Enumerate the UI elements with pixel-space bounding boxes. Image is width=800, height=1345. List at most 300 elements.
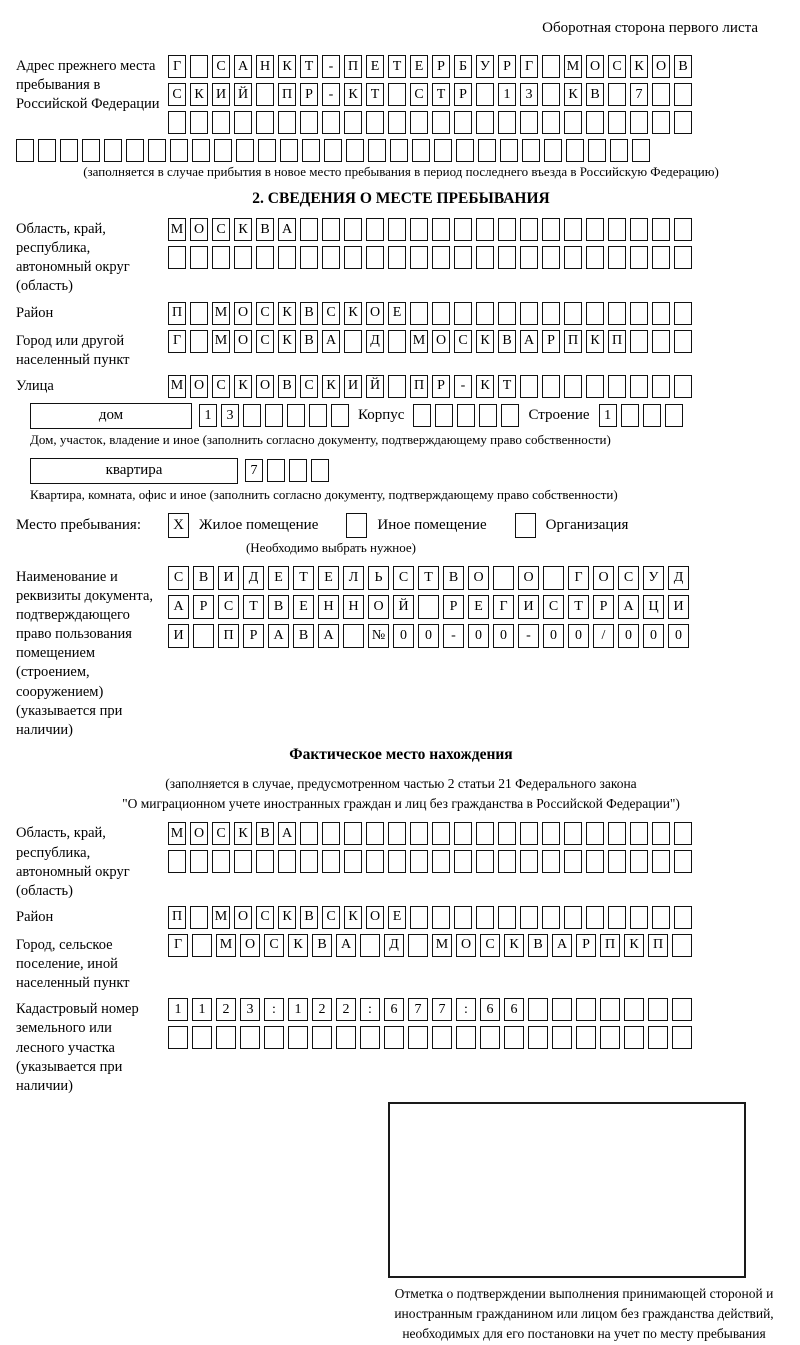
char-box[interactable] — [454, 822, 472, 845]
char-box[interactable]: Й — [393, 595, 414, 619]
char-box[interactable] — [480, 1026, 500, 1049]
char-box[interactable]: Р — [576, 934, 596, 957]
char-box[interactable]: Г — [493, 595, 514, 619]
char-box[interactable]: С — [618, 566, 639, 590]
char-box[interactable]: 6 — [480, 998, 500, 1021]
char-box[interactable]: 1 — [199, 404, 217, 427]
char-box[interactable]: : — [360, 998, 380, 1021]
char-box[interactable]: К — [322, 375, 340, 398]
char-box[interactable] — [280, 139, 298, 162]
char-box[interactable]: 0 — [618, 624, 639, 648]
char-box[interactable]: К — [476, 375, 494, 398]
char-box[interactable] — [322, 218, 340, 241]
char-box[interactable] — [674, 822, 692, 845]
char-box[interactable] — [148, 139, 166, 162]
char-box[interactable]: П — [344, 55, 362, 78]
char-box[interactable]: С — [410, 83, 428, 106]
char-box[interactable]: О — [593, 566, 614, 590]
char-box[interactable] — [674, 83, 692, 106]
char-box[interactable] — [410, 218, 428, 241]
char-box[interactable]: 1 — [192, 998, 212, 1021]
char-box[interactable]: В — [443, 566, 464, 590]
char-box[interactable] — [278, 111, 296, 134]
char-box[interactable]: А — [268, 624, 289, 648]
char-box[interactable]: П — [600, 934, 620, 957]
char-box[interactable]: Г — [168, 934, 188, 957]
char-box[interactable] — [360, 934, 380, 957]
char-box[interactable] — [476, 83, 494, 106]
char-box[interactable] — [586, 822, 604, 845]
char-box[interactable] — [256, 83, 274, 106]
char-box[interactable] — [212, 850, 230, 873]
char-box[interactable] — [542, 111, 560, 134]
char-box[interactable]: А — [322, 330, 340, 353]
char-box[interactable] — [312, 1026, 332, 1049]
char-box[interactable] — [243, 404, 261, 427]
char-box[interactable] — [630, 906, 648, 929]
char-box[interactable]: В — [300, 330, 318, 353]
char-box[interactable]: Т — [366, 83, 384, 106]
char-box[interactable] — [322, 111, 340, 134]
char-box[interactable]: А — [168, 595, 189, 619]
char-box[interactable] — [564, 850, 582, 873]
char-box[interactable] — [234, 111, 252, 134]
char-box[interactable] — [498, 218, 516, 241]
char-box[interactable] — [672, 998, 692, 1021]
char-box[interactable]: 2 — [336, 998, 356, 1021]
char-box[interactable] — [454, 906, 472, 929]
char-box[interactable]: М — [564, 55, 582, 78]
char-box[interactable] — [454, 850, 472, 873]
char-box[interactable] — [216, 1026, 236, 1049]
char-box[interactable] — [366, 850, 384, 873]
char-box[interactable] — [652, 850, 670, 873]
char-box[interactable]: Е — [268, 566, 289, 590]
char-box[interactable] — [586, 246, 604, 269]
char-box[interactable] — [432, 850, 450, 873]
char-box[interactable] — [520, 246, 538, 269]
char-box[interactable] — [576, 1026, 596, 1049]
char-box[interactable] — [454, 111, 472, 134]
char-box[interactable] — [435, 404, 453, 427]
char-box[interactable] — [520, 111, 538, 134]
char-box[interactable]: А — [278, 218, 296, 241]
char-box[interactable] — [608, 822, 626, 845]
char-box[interactable]: Т — [293, 566, 314, 590]
char-box[interactable] — [586, 302, 604, 325]
char-box[interactable] — [479, 404, 497, 427]
char-box[interactable]: : — [456, 998, 476, 1021]
char-box[interactable]: С — [454, 330, 472, 353]
checkbox-organization[interactable] — [515, 513, 536, 538]
char-box[interactable] — [498, 822, 516, 845]
char-box[interactable] — [193, 624, 214, 648]
char-box[interactable]: В — [293, 624, 314, 648]
char-box[interactable]: В — [312, 934, 332, 957]
char-box[interactable] — [190, 246, 208, 269]
char-box[interactable] — [576, 998, 596, 1021]
char-box[interactable]: К — [278, 302, 296, 325]
char-box[interactable] — [302, 139, 320, 162]
char-box[interactable] — [600, 1026, 620, 1049]
char-box[interactable] — [624, 1026, 644, 1049]
char-box[interactable] — [476, 850, 494, 873]
char-box[interactable]: С — [393, 566, 414, 590]
char-box[interactable]: - — [454, 375, 472, 398]
char-box[interactable] — [564, 906, 582, 929]
char-box[interactable] — [542, 218, 560, 241]
char-box[interactable] — [366, 246, 384, 269]
char-box[interactable]: Р — [443, 595, 464, 619]
char-box[interactable] — [520, 218, 538, 241]
char-box[interactable] — [498, 111, 516, 134]
char-box[interactable]: 0 — [543, 624, 564, 648]
char-box[interactable] — [434, 139, 452, 162]
char-box[interactable]: О — [190, 822, 208, 845]
char-box[interactable] — [234, 246, 252, 269]
char-box[interactable] — [432, 218, 450, 241]
char-box[interactable]: К — [564, 83, 582, 106]
char-box[interactable]: 1 — [498, 83, 516, 106]
char-box[interactable]: Д — [384, 934, 404, 957]
char-box[interactable] — [520, 822, 538, 845]
char-box[interactable]: 1 — [168, 998, 188, 1021]
char-box[interactable]: С — [300, 375, 318, 398]
checkbox-other-premises[interactable] — [346, 513, 367, 538]
char-box[interactable] — [456, 139, 474, 162]
char-box[interactable] — [600, 998, 620, 1021]
char-box[interactable]: 0 — [568, 624, 589, 648]
char-box[interactable]: К — [234, 822, 252, 845]
char-box[interactable]: Р — [498, 55, 516, 78]
char-box[interactable]: С — [212, 375, 230, 398]
char-box[interactable] — [542, 55, 560, 78]
char-box[interactable]: С — [608, 55, 626, 78]
char-box[interactable]: П — [410, 375, 428, 398]
char-box[interactable]: Ь — [368, 566, 389, 590]
char-box[interactable] — [410, 302, 428, 325]
char-box[interactable] — [586, 218, 604, 241]
char-box[interactable] — [324, 139, 342, 162]
char-box[interactable] — [608, 218, 626, 241]
char-box[interactable] — [190, 55, 208, 78]
char-box[interactable]: Р — [432, 375, 450, 398]
char-box[interactable] — [300, 111, 318, 134]
char-box[interactable]: Г — [520, 55, 538, 78]
char-box[interactable] — [520, 375, 538, 398]
char-box[interactable]: В — [498, 330, 516, 353]
char-box[interactable] — [630, 822, 648, 845]
char-box[interactable] — [390, 139, 408, 162]
char-box[interactable]: А — [336, 934, 356, 957]
char-box[interactable] — [544, 139, 562, 162]
char-box[interactable]: Р — [243, 624, 264, 648]
char-box[interactable]: Т — [498, 375, 516, 398]
char-box[interactable]: И — [668, 595, 689, 619]
char-box[interactable] — [192, 934, 212, 957]
char-box[interactable]: О — [190, 375, 208, 398]
char-box[interactable]: 0 — [643, 624, 664, 648]
char-box[interactable] — [388, 330, 406, 353]
char-box[interactable]: М — [410, 330, 428, 353]
char-box[interactable]: Н — [318, 595, 339, 619]
char-box[interactable]: 7 — [432, 998, 452, 1021]
char-box[interactable] — [528, 998, 548, 1021]
char-box[interactable]: О — [234, 302, 252, 325]
char-box[interactable]: 3 — [221, 404, 239, 427]
char-box[interactable]: Р — [454, 83, 472, 106]
char-box[interactable] — [432, 246, 450, 269]
char-box[interactable]: Е — [366, 55, 384, 78]
char-box[interactable] — [476, 218, 494, 241]
char-box[interactable] — [432, 906, 450, 929]
char-box[interactable] — [522, 139, 540, 162]
char-box[interactable] — [240, 1026, 260, 1049]
char-box[interactable]: Е — [293, 595, 314, 619]
char-box[interactable]: П — [168, 302, 186, 325]
char-box[interactable] — [500, 139, 518, 162]
char-box[interactable] — [412, 139, 430, 162]
char-box[interactable] — [236, 139, 254, 162]
char-box[interactable] — [168, 246, 186, 269]
char-box[interactable]: И — [344, 375, 362, 398]
char-box[interactable] — [432, 302, 450, 325]
char-box[interactable]: Р — [300, 83, 318, 106]
char-box[interactable] — [344, 111, 362, 134]
char-box[interactable]: / — [593, 624, 614, 648]
char-box[interactable]: С — [212, 55, 230, 78]
char-box[interactable] — [289, 459, 307, 482]
char-box[interactable] — [388, 246, 406, 269]
char-box[interactable]: С — [322, 906, 340, 929]
char-box[interactable] — [168, 850, 186, 873]
char-box[interactable] — [498, 246, 516, 269]
char-box[interactable] — [586, 375, 604, 398]
char-box[interactable]: Р — [542, 330, 560, 353]
char-box[interactable] — [542, 375, 560, 398]
char-box[interactable] — [454, 302, 472, 325]
char-box[interactable] — [300, 218, 318, 241]
char-box[interactable] — [608, 850, 626, 873]
char-box[interactable] — [212, 246, 230, 269]
char-box[interactable] — [368, 139, 386, 162]
char-box[interactable] — [608, 375, 626, 398]
char-box[interactable] — [336, 1026, 356, 1049]
char-box[interactable] — [542, 906, 560, 929]
char-box[interactable]: В — [193, 566, 214, 590]
char-box[interactable] — [542, 246, 560, 269]
char-box[interactable]: О — [256, 375, 274, 398]
char-box[interactable]: Й — [366, 375, 384, 398]
char-box[interactable] — [234, 850, 252, 873]
char-box[interactable] — [564, 218, 582, 241]
char-box[interactable] — [652, 218, 670, 241]
char-box[interactable] — [309, 404, 327, 427]
char-box[interactable] — [457, 404, 475, 427]
char-box[interactable] — [267, 459, 285, 482]
char-box[interactable] — [38, 139, 56, 162]
char-box[interactable]: В — [586, 83, 604, 106]
char-box[interactable] — [586, 111, 604, 134]
char-box[interactable] — [630, 850, 648, 873]
char-box[interactable]: С — [256, 302, 274, 325]
char-box[interactable] — [190, 330, 208, 353]
char-box[interactable]: С — [480, 934, 500, 957]
char-box[interactable] — [212, 111, 230, 134]
char-box[interactable]: Н — [256, 55, 274, 78]
char-box[interactable] — [16, 139, 34, 162]
char-box[interactable] — [610, 139, 628, 162]
char-box[interactable] — [493, 566, 514, 590]
char-box[interactable] — [413, 404, 431, 427]
char-box[interactable]: 7 — [245, 459, 263, 482]
char-box[interactable] — [256, 111, 274, 134]
char-box[interactable]: О — [234, 906, 252, 929]
char-box[interactable]: А — [278, 822, 296, 845]
char-box[interactable] — [454, 246, 472, 269]
char-box[interactable] — [168, 111, 186, 134]
char-box[interactable]: Е — [318, 566, 339, 590]
char-box[interactable] — [256, 850, 274, 873]
char-box[interactable] — [343, 624, 364, 648]
char-box[interactable] — [170, 139, 188, 162]
char-box[interactable]: М — [212, 906, 230, 929]
char-box[interactable] — [454, 218, 472, 241]
char-box[interactable] — [432, 1026, 452, 1049]
char-box[interactable] — [542, 850, 560, 873]
char-box[interactable]: Е — [468, 595, 489, 619]
char-box[interactable] — [630, 246, 648, 269]
char-box[interactable] — [278, 246, 296, 269]
char-box[interactable] — [331, 404, 349, 427]
char-box[interactable] — [652, 302, 670, 325]
char-box[interactable] — [630, 302, 648, 325]
char-box[interactable] — [476, 906, 494, 929]
char-box[interactable] — [432, 822, 450, 845]
char-box[interactable] — [366, 111, 384, 134]
char-box[interactable]: Т — [418, 566, 439, 590]
char-box[interactable]: А — [234, 55, 252, 78]
char-box[interactable] — [322, 246, 340, 269]
char-box[interactable] — [366, 218, 384, 241]
char-box[interactable]: Т — [300, 55, 318, 78]
char-box[interactable] — [344, 246, 362, 269]
char-box[interactable]: Н — [343, 595, 364, 619]
char-box[interactable] — [104, 139, 122, 162]
char-box[interactable]: О — [234, 330, 252, 353]
char-box[interactable] — [652, 375, 670, 398]
char-box[interactable] — [408, 934, 428, 957]
char-box[interactable]: 1 — [599, 404, 617, 427]
char-box[interactable] — [652, 330, 670, 353]
char-box[interactable] — [300, 822, 318, 845]
char-box[interactable] — [476, 822, 494, 845]
char-box[interactable] — [630, 218, 648, 241]
char-box[interactable] — [344, 218, 362, 241]
char-box[interactable]: - — [322, 55, 340, 78]
char-box[interactable] — [498, 302, 516, 325]
char-box[interactable]: М — [216, 934, 236, 957]
char-box[interactable] — [388, 83, 406, 106]
char-box[interactable]: Д — [366, 330, 384, 353]
char-box[interactable]: С — [218, 595, 239, 619]
char-box[interactable]: С — [264, 934, 284, 957]
char-box[interactable] — [674, 218, 692, 241]
char-box[interactable]: И — [218, 566, 239, 590]
char-box[interactable] — [311, 459, 329, 482]
char-box[interactable] — [82, 139, 100, 162]
char-box[interactable] — [478, 139, 496, 162]
char-box[interactable] — [672, 1026, 692, 1049]
char-box[interactable]: У — [643, 566, 664, 590]
char-box[interactable]: О — [652, 55, 670, 78]
char-box[interactable]: 6 — [504, 998, 524, 1021]
char-box[interactable]: О — [468, 566, 489, 590]
char-box[interactable] — [542, 822, 560, 845]
char-box[interactable]: К — [288, 934, 308, 957]
char-box[interactable]: О — [190, 218, 208, 241]
char-box[interactable]: - — [518, 624, 539, 648]
char-box[interactable]: О — [432, 330, 450, 353]
char-box[interactable]: В — [300, 302, 318, 325]
char-box[interactable]: П — [168, 906, 186, 929]
char-box[interactable] — [528, 1026, 548, 1049]
char-box[interactable]: О — [586, 55, 604, 78]
char-box[interactable]: С — [212, 822, 230, 845]
char-box[interactable] — [410, 246, 428, 269]
char-box[interactable] — [552, 1026, 572, 1049]
char-box[interactable]: Е — [388, 906, 406, 929]
char-box[interactable] — [674, 246, 692, 269]
char-box[interactable] — [410, 906, 428, 929]
char-box[interactable] — [520, 850, 538, 873]
char-box[interactable]: Г — [568, 566, 589, 590]
char-box[interactable] — [564, 302, 582, 325]
char-box[interactable] — [346, 139, 364, 162]
char-box[interactable] — [652, 246, 670, 269]
char-box[interactable]: Й — [234, 83, 252, 106]
char-box[interactable] — [168, 1026, 188, 1049]
char-box[interactable] — [520, 302, 538, 325]
char-box[interactable] — [388, 218, 406, 241]
char-box[interactable]: К — [278, 55, 296, 78]
char-box[interactable]: 0 — [393, 624, 414, 648]
char-box[interactable] — [300, 246, 318, 269]
char-box[interactable]: Р — [193, 595, 214, 619]
char-box[interactable]: М — [168, 218, 186, 241]
char-box[interactable]: И — [518, 595, 539, 619]
char-box[interactable] — [190, 302, 208, 325]
char-box[interactable] — [520, 906, 538, 929]
char-box[interactable] — [621, 404, 639, 427]
char-box[interactable]: К — [234, 375, 252, 398]
char-box[interactable] — [652, 906, 670, 929]
char-box[interactable]: К — [190, 83, 208, 106]
char-box[interactable]: К — [344, 83, 362, 106]
char-box[interactable]: А — [618, 595, 639, 619]
char-box[interactable]: 0 — [668, 624, 689, 648]
char-box[interactable]: П — [218, 624, 239, 648]
char-box[interactable] — [648, 998, 668, 1021]
char-box[interactable] — [476, 302, 494, 325]
char-box[interactable] — [608, 246, 626, 269]
char-box[interactable]: 0 — [493, 624, 514, 648]
char-box[interactable]: С — [168, 83, 186, 106]
char-box[interactable] — [552, 998, 572, 1021]
char-box[interactable] — [476, 246, 494, 269]
char-box[interactable]: № — [368, 624, 389, 648]
char-box[interactable] — [586, 850, 604, 873]
